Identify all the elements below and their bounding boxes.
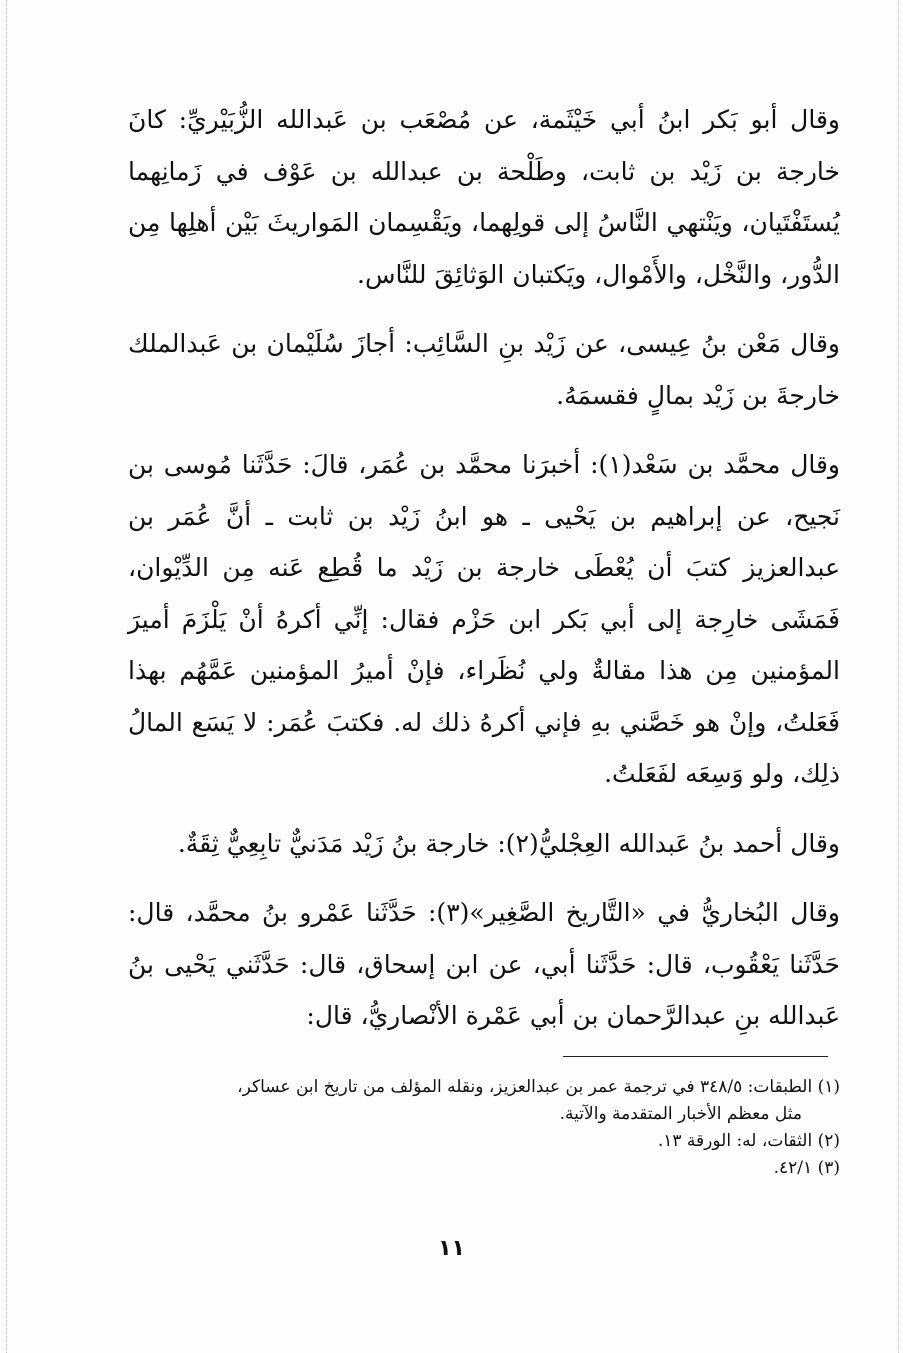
scan-edge-right — [898, 0, 899, 1353]
footnote-2: (٢) الثقات، له: الورقة ١٣. — [657, 1131, 840, 1151]
main-text — [128, 94, 840, 1042]
paragraph-2: وقال مَعْن بنُ عِيسى، عن زَيْد بنِ السَّائِب: أجازَ سُلَيْمان بن عَبدالملك خارجةَ بن زَيْد بمالٍ فقسمَهُ. — [128, 329, 840, 410]
paragraph-3: وقال محمَّد بن سَعْد(١): أخبرَنا محمَّد بن عُمَر، قالَ: حَدَّثَنا مُوسى بن نَجيح، عن إبراهيم بن يَحْيى ـ هو ابنُ زَيْد بن ثابت ـ أنَّ عُمَر بن عبدالعزيز كتبَ أن يُعْطَى خارجة بن زَيْد ما قُطِع عَنه مِن الدِّيْوان، فَمَشَى خارِجة إلى أبي بَكر ابن حَزْم فقال: إنِّي أكرهُ أنْ يَلْزَمَ أميرَ المؤمنين مِن هذا مقالةٌ ولي نُظَراء، فإنْ أميرُ المؤمنين عَمَّهُم بهذا فَعَلتُ، وإنْ هو خَصَّني بهِ فإني أكرهُ ذلك له. فكتبَ عُمَر: لا يَسَع المالُ ذلِك، ولو وَسِعَه لفَعَلتُ. — [128, 450, 840, 788]
footnote-3: (٣) ٤٢/١. — [773, 1158, 840, 1178]
footnote-1: (١) الطبقات: ٣٤٨/٥ في ترجمة عمر بن عبدالعزيز، ونقله المؤلف من تاريخ ابن عساكر، — [237, 1077, 840, 1097]
footnote-1-continuation: مثل معظم الأخبار المتقدمة والآتية. — [559, 1104, 802, 1124]
paragraph-4: وقال أحمد بنُ عَبدالله العِجْليُّ(٢): خارجة بنُ زَيْد مَدَنيٌّ تابِعِيٌّ ثِقَةٌ. — [177, 828, 840, 858]
footnote-separator — [563, 1056, 828, 1057]
page-number: ١١ — [438, 1236, 465, 1261]
scan-edge-left — [6, 0, 7, 1353]
footnotes — [132, 1074, 840, 1182]
paragraph-5: وقال البُخاريُّ في «التَّاريخ الصَّغِير»(٣): حَدَّثَنا عَمْرو بنُ محمَّد، قال: حَدَّثَنا يَعْقُوب، قال: حَدَّثَنا أبي، عن ابن إسحاق، قال: حَدَّثَني يَحْيى بنُ عَبدالله بنِ عبدالرَّحمان بن أبي عَمْرة الأنْصاريُّ، قال: — [128, 898, 840, 1030]
paragraph-1: وقال أبو بَكر ابنُ أبي خَيْثَمة، عن مُصْعَب بن عَبدالله الزُّبَيْريِّ: كانَ خارجة بن زَيْد بن ثابت، وطَلْحة بن عبدالله بن عَوْف في زَمانِهما يُستَفْتَيان، ويَنْتهي النَّاسُ إلى قولِهما، ويَقْسِمان المَواريثَ بَيْن أهلِها مِن الدُّور، والنَّخْل، والأَمْوال، ويَكتبان الوَثائِقَ للنَّاس. — [128, 105, 840, 289]
